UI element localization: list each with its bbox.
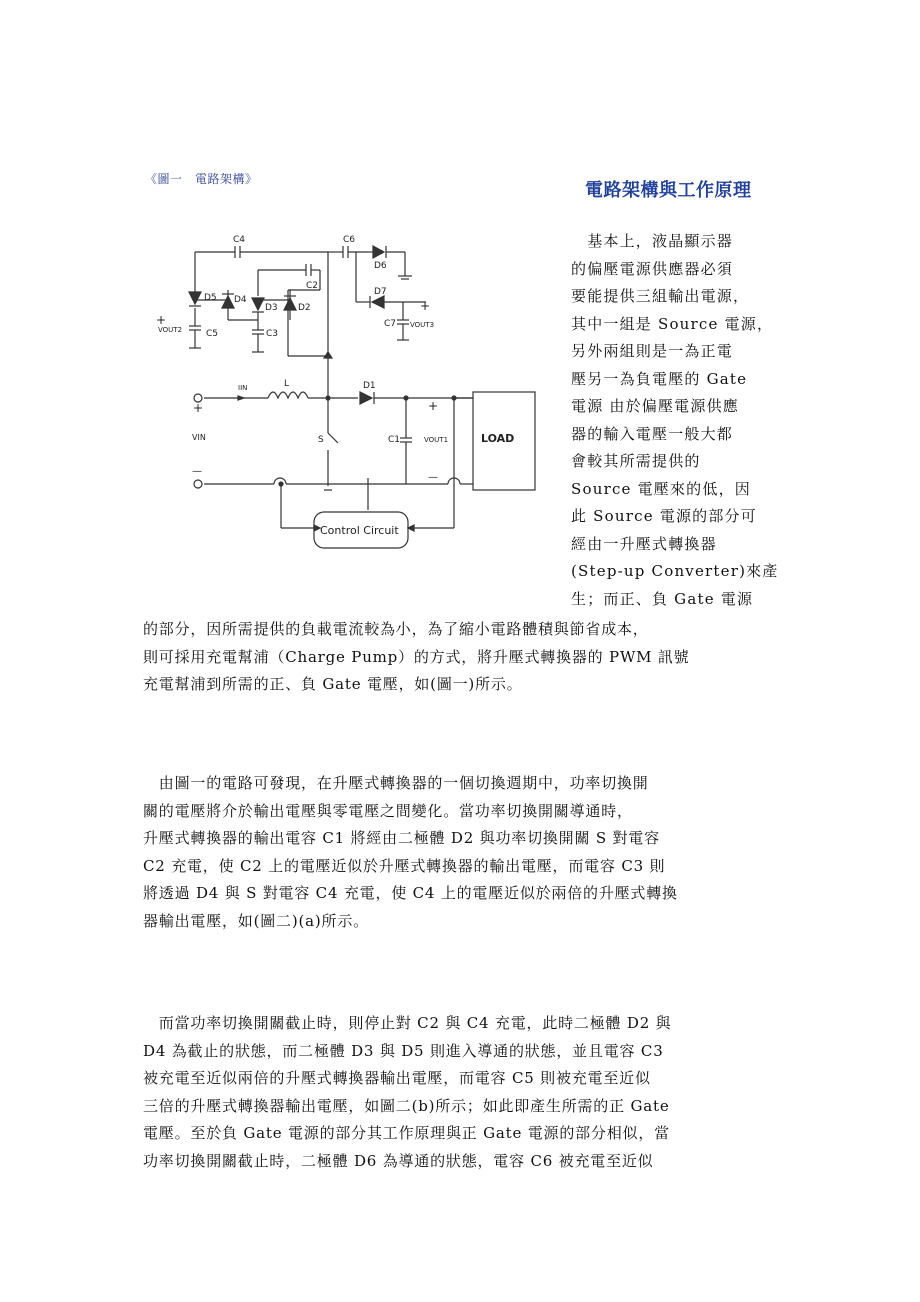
figure-caption: 《圖一 電路架構》 [145,172,258,186]
section-title: 電路架構與工作原理 [585,180,752,201]
label-vout1: VOUT1 [424,436,449,444]
text-line: 器輸出電壓，如(圖二)(a)所示。 [143,911,369,930]
text-line: D4 為截止的狀態，而二極體 D3 與 D5 則進入導通的狀態，並且電容 C3 [143,1041,664,1060]
text-line: 生；而正、負 Gate 電源 [571,589,754,608]
text-line: 此 Source 電源的部分可 [571,507,757,525]
text-line: 另外兩組則是一為正電 [571,342,734,360]
text-line: 的部分，因所需提供的負載電流較為小，為了縮小電路體積與節省成本， [143,620,649,638]
label-d7: D7 [374,287,387,297]
paragraph-2 [143,770,783,935]
text-line: 要能提供三組輸出電源， [571,287,750,305]
label-c1: C1 [388,435,401,445]
label-vout3: VOUT3 [410,321,435,329]
label-c5: C5 [206,329,219,339]
text-line: (Step-up Converter)來產 [571,562,779,580]
label-vin: VIN [192,433,206,442]
plus-vout2: + [156,313,167,327]
text-line: 關的電壓將介於輸出電壓與零電壓之間變化。當功率切換開關導通時， [143,801,633,820]
node [452,396,456,400]
text-line: 器的輸入電壓一般大都 [571,424,734,443]
text-line: 功率切換開關截止時，二極體 D6 為導通的狀態，電容 C6 被充電至近似 [143,1151,654,1170]
arrow-into-control [408,525,414,531]
diode-d4 [222,296,234,308]
label-c6: C6 [343,235,356,245]
current-arrow [238,396,244,400]
text-line: 充電幫浦到所需的正、負 Gate 電壓，如(圖一)所示。 [143,675,523,693]
text-line: 將透過 D4 與 S 對電容 C4 充電，使 C4 上的電壓近似於兩倍的升壓式轉換 [143,884,678,902]
minus-vout1: — [428,472,438,483]
text-line: 則可採用充電幫浦（Charge Pump）的方式，將升壓式轉換器的 PWM 訊號 [143,647,690,666]
label-d6: D6 [374,261,387,271]
text-line: 經由一升壓式轉換器 [571,534,717,553]
intro-side-column [571,228,781,613]
diode-d6 [373,246,384,258]
label-control-circuit: Control Circuit [320,524,399,537]
label-c7: C7 [384,319,397,329]
arrow-up [324,352,332,358]
text-line: 會較其所需提供的 [571,452,701,470]
label-d5: D5 [204,293,217,303]
diode-d1 [360,392,372,404]
text-line: 由圖一的電路可發現，在升壓式轉換器的一個切換週期中，功率切換開 [143,774,649,792]
diode-d5 [189,292,201,304]
terminal [194,480,202,488]
plus-vout3: + [420,299,431,313]
text-line: 基本上，液晶顯示器 [571,232,734,250]
text-line: 的偏壓電源供應器必須 [571,259,734,278]
text-line: 被充電至近似兩倍的升壓式轉換器輸出電壓，而電容 C5 則被充電至近似 [143,1069,651,1087]
text-line: 壓另一為負電壓的 Gate [571,369,748,388]
text-line: 升壓式轉換器的輸出電容 C1 將經由二極體 D2 與功率切換開關 S 對電容 [143,829,660,847]
label-s: S [318,435,324,445]
text-line: Source 電壓來的低，因 [571,479,751,498]
switch [328,433,338,443]
diode-d3 [252,298,264,310]
label-c3: C3 [266,329,279,339]
text-line: 電源 由於偏壓電源供應 [571,397,739,415]
minus-vin: — [192,466,202,477]
node [279,482,283,486]
inductor [268,392,308,398]
circuit-diagram [148,228,568,568]
label-load: LOAD [481,432,515,445]
text-line: 而當功率切換開關截止時，則停止對 C2 與 C4 充電，此時二極體 D2 與 [143,1014,672,1032]
text-line: 其中一組是 Source 電源， [571,314,774,333]
label-vout2: VOUT2 [158,326,183,334]
label-d4: D4 [234,295,247,305]
label-d3: D3 [265,303,278,313]
diode-d7 [372,296,384,308]
node [326,396,330,400]
text-line: C2 充電，使 C2 上的電壓近似於升壓式轉換器的輸出電壓，而電容 C3 則 [143,856,666,875]
label-iin: IIN [238,384,248,392]
label-l: L [284,379,290,389]
label-d1: D1 [363,381,376,391]
label-c4: C4 [233,235,246,245]
text-line: 電壓。至於負 Gate 電源的部分其工作原理與正 Gate 電源的部分相似，當 [143,1124,670,1142]
intro-continuation [143,616,783,699]
paragraph-3 [143,1010,783,1175]
label-c2: C2 [306,281,319,291]
plus-vin: + [193,401,204,415]
node [404,396,408,400]
label-d2: D2 [298,303,311,313]
plus-vout1: + [428,399,439,413]
text-line: 三倍的升壓式轉換器輸出電壓，如圖二(b)所示；如此即產生所需的正 Gate [143,1096,670,1115]
